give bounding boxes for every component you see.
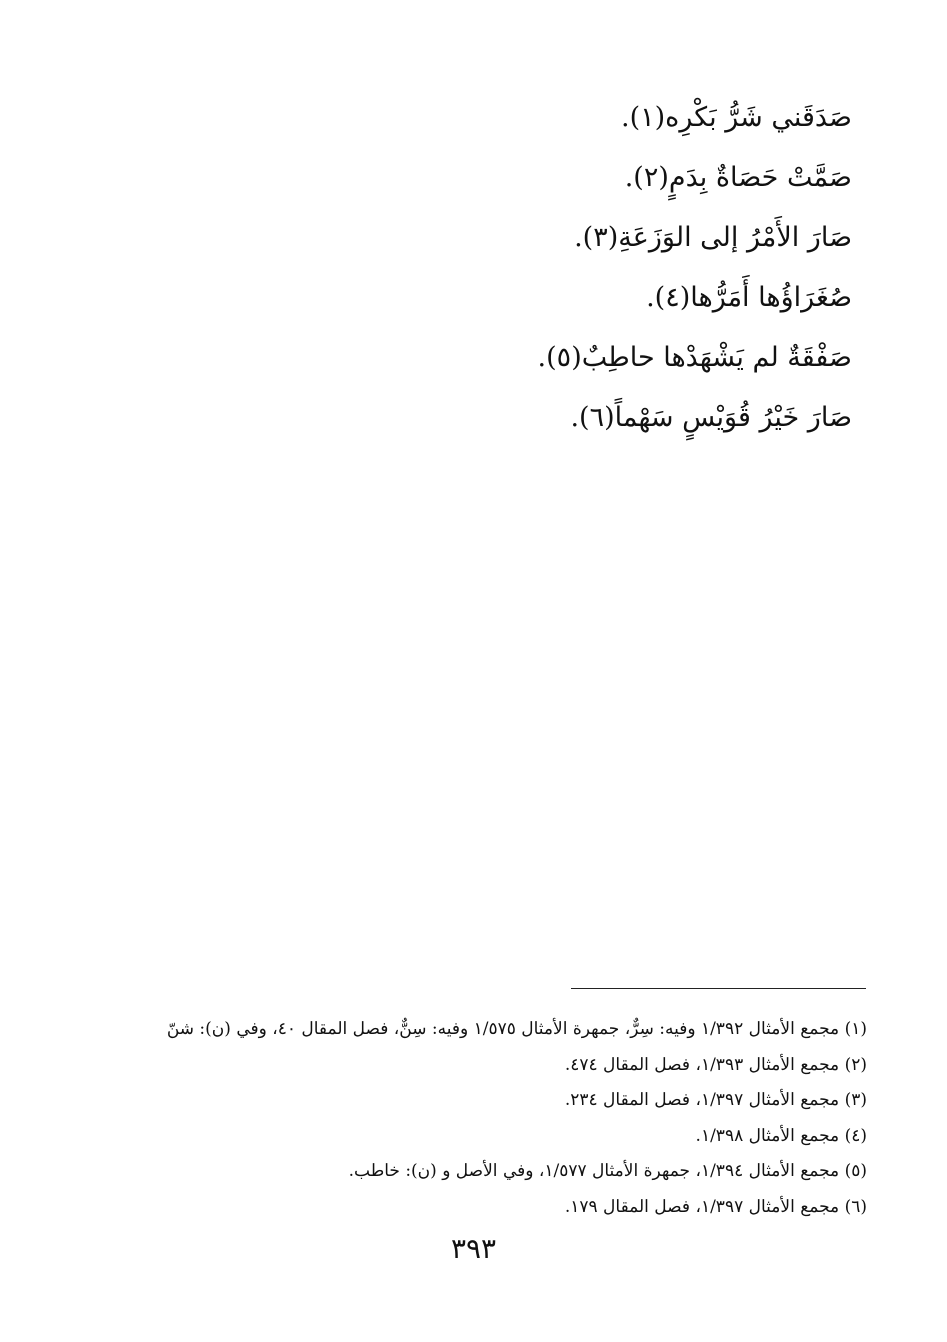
footnote: (٤) مجمع الأمثال ١/٣٩٨. xyxy=(695,1125,867,1146)
proverb-line: صَفْقَةٌ لم يَشْهَدْها حاطِبٌ(٥). xyxy=(537,342,852,373)
footnote-divider xyxy=(571,988,866,989)
proverb-line: صَارَ خَيْرُ قُوَيْسٍ سَهْماً(٦). xyxy=(570,402,852,433)
page-number: ٣٩٣ xyxy=(450,1232,497,1265)
footnote: (٦) مجمع الأمثال ١/٣٩٧، فصل المقال ١٧٩. xyxy=(564,1196,867,1217)
proverb-line: صُغَرَاؤُها أَمَرُّها(٤). xyxy=(646,282,852,313)
footnote: (٥) مجمع الأمثال ١/٣٩٤، جمهرة الأمثال ١/٥٧٧، وفي الأصل و (ن): خاطب. xyxy=(348,1161,867,1181)
footnote: (١) مجمع الأمثال ١/٣٩٢ وفيه: سِرٌّ، جمهرة الأمثال ١/٥٧٥ وفيه: سِنٌّ، فصل المقال ٤٠، وفي (ن): شنّ xyxy=(166,1019,867,1039)
proverb-line: صَمَّتْ حَصَاةٌ بِدَمٍ(٢). xyxy=(624,162,852,193)
footnote-list xyxy=(107,1012,867,1225)
footnote: (٣) مجمع الأمثال ١/٣٩٧، فصل المقال ٢٣٤. xyxy=(564,1090,867,1110)
proverb-list xyxy=(432,88,852,448)
proverb-line: صَدَقَني شَرُّ بَكْرِه(١). xyxy=(621,102,852,133)
footnote: (٢) مجمع الأمثال ١/٣٩٣، فصل المقال ٤٧٤. xyxy=(564,1054,867,1075)
proverb-line: صَارَ الأَمْرُ إلى الوَزَعَةِ(٣). xyxy=(574,222,852,253)
